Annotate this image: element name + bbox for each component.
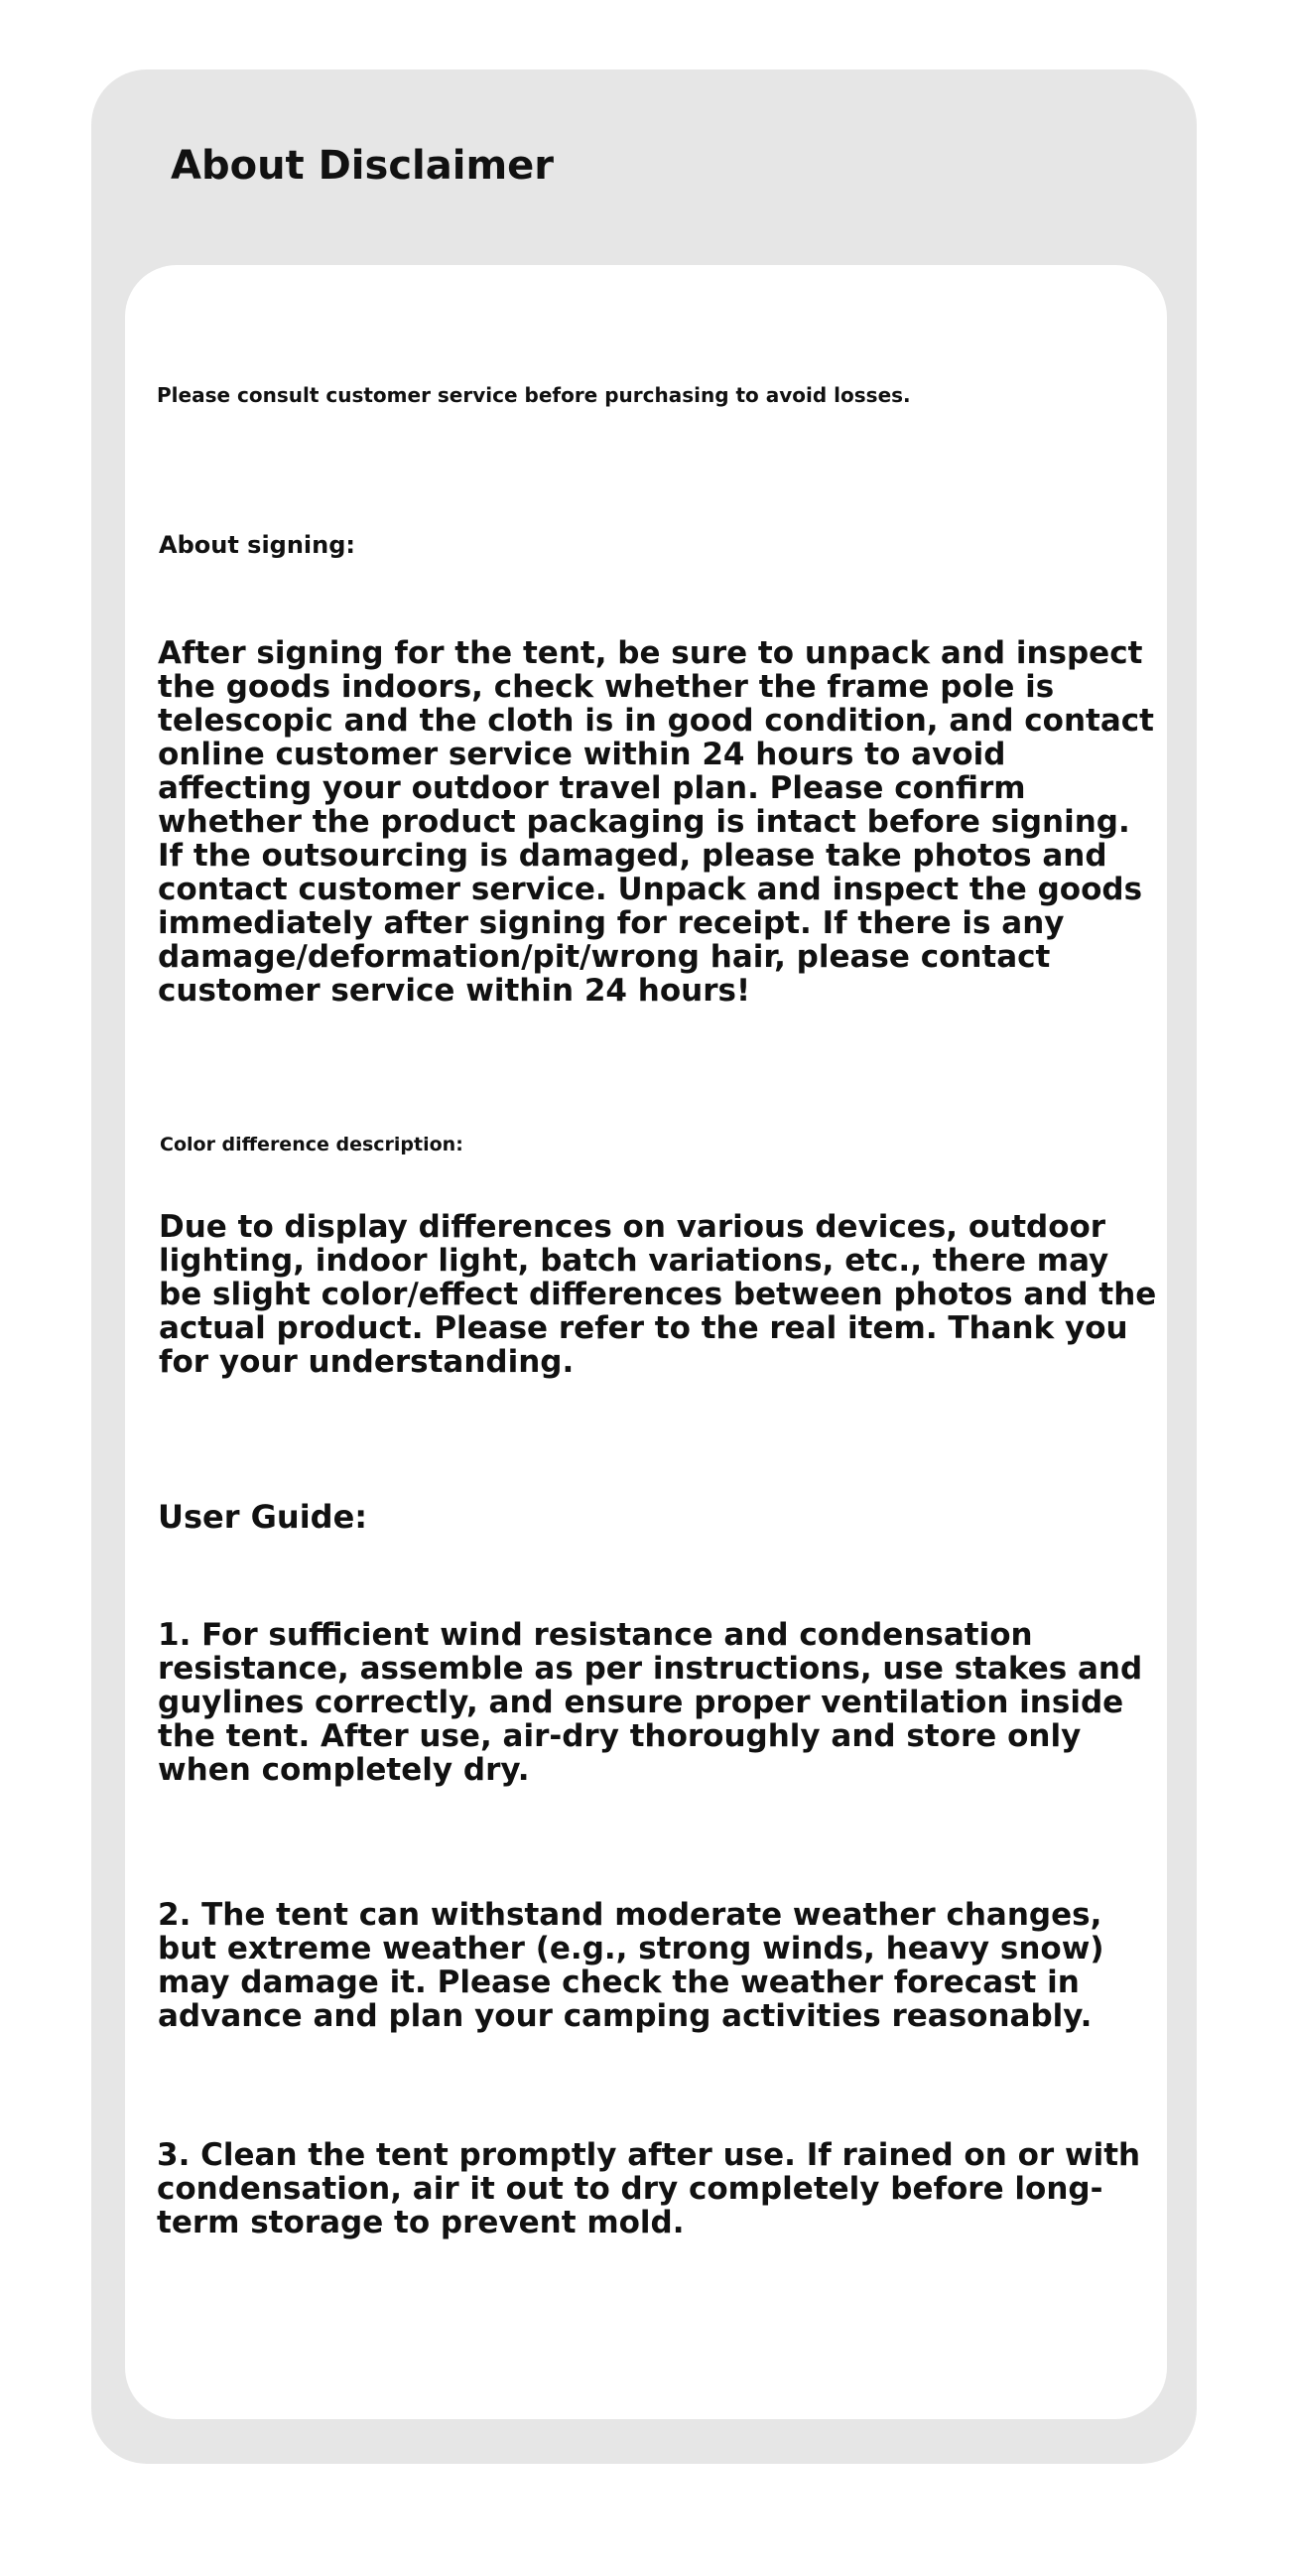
signing-heading: About signing: — [159, 531, 356, 559]
user-guide-item-1: 1. For sufficient wind resistance and condensation resistance, assemble as per instructions, use stakes and guylines correctly, and ensure proper ventilation inside the tent. After use, air-dry thoroughly and store only when completely dry. — [158, 1617, 1143, 1788]
user-guide-item-2: 2. The tent can withstand moderate weather changes, but extreme weather (e.g., strong winds, heavy snow) may damage it. Please check the weather forecast in advance and plan your camping activities reasonably. — [158, 1897, 1104, 2034]
purchase-notice: Please consult customer service before purchasing to avoid losses. — [157, 383, 911, 407]
page-title: About Disclaimer — [171, 143, 554, 189]
color-difference-body: Due to display differences on various devices, outdoor lighting, indoor light, batch variations, etc., there may be slight color/effect differences between photos and the actual product. Please refer to the real item. Thank you for your understanding. — [159, 1209, 1157, 1380]
signing-body: After signing for the tent, be sure to unpack and inspect the goods indoors, check whether the frame pole is telescopic and the cloth is in good condition, and contact online customer service within 24 hours to avoid affecting your outdoor travel plan. Please confirm whether the product packaging is intact before signing. If the outsourcing is damaged, please take photos and contact customer service. Unpack and inspect the goods immediately after signing for receipt. If there is any damage/deformation/pit/wrong hair, please contact customer service within 24 hours! — [158, 635, 1154, 1009]
color-difference-heading: Color difference description: — [160, 1134, 463, 1155]
user-guide-heading: User Guide: — [158, 1498, 368, 1536]
user-guide-item-3: 3. Clean the tent promptly after use. If rained on or with condensation, air it out to dry completely before long-term storage to prevent mold. — [157, 2137, 1141, 2240]
